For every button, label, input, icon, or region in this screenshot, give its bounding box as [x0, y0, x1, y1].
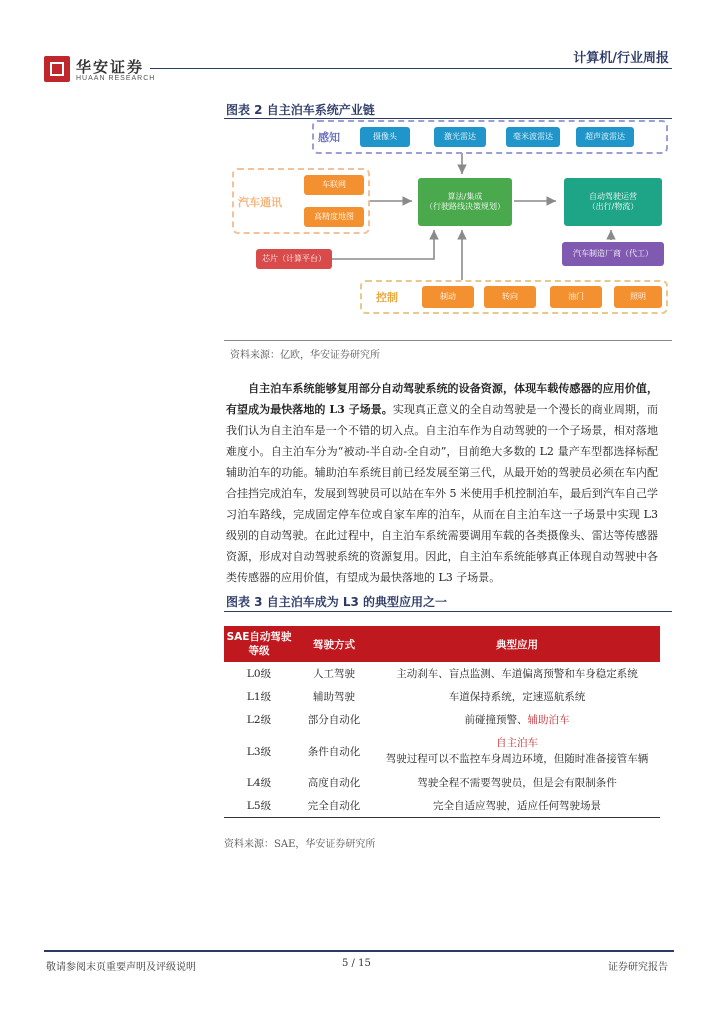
lidar-box: 激光雷达: [434, 127, 486, 147]
throttle-box: 油门: [550, 286, 602, 308]
mmwave-radar-box: 毫米波雷达: [506, 127, 560, 147]
row-level: L3级: [246, 745, 272, 758]
steering-box: 转向: [484, 286, 536, 308]
ultrasonic-radar-box: 超声波雷达: [576, 127, 634, 147]
row-application: 主动刹车、盲点监测、车道偏离预警和车身稳定系统: [396, 668, 638, 680]
figure3-title: 图表 3 自主泊车成为 L3 的典型应用之一: [226, 595, 448, 609]
table-row: [224, 708, 660, 731]
brake-box: 制动: [422, 286, 474, 308]
table-row: [224, 731, 660, 771]
logo-text-cn: 华安证券: [76, 58, 145, 76]
row-application: 驾驶全程不需要驾驶员，但是会有限制条件: [417, 777, 617, 789]
figure2-bottom-rule: [224, 340, 672, 341]
table-row: [224, 662, 660, 685]
footer-report-type: 证券研究报告: [608, 962, 668, 973]
camera-box: 摄像头: [360, 127, 410, 147]
header-divider: [150, 68, 672, 69]
figure3-top-rule: [224, 611, 672, 612]
table-row: [224, 685, 660, 708]
row-level: L1级: [246, 691, 272, 703]
figure2-source: 资料来源：亿欧，华安证券研究所: [230, 350, 380, 361]
paragraph-lead-bold: 自主泊车系统能够复用部分自动驾驶系统的设备资源，体现车载传感器的应用价值，有望成为最快落地的 L3 子场景。: [226, 382, 658, 416]
header-driving-mode: 驾驶方式: [294, 626, 374, 662]
row-application: [374, 708, 660, 731]
page-number: 5 / 15: [342, 958, 371, 969]
figure3-source: 资料来源：SAE，华安证券研究所: [224, 839, 376, 850]
row-level: L2级: [246, 714, 272, 726]
algorithm-line2: （行驶路线决策规划）: [425, 202, 505, 211]
oem-box: 汽车制造厂商（代工）: [562, 242, 664, 266]
perception-label: 感知: [318, 131, 340, 144]
app-desc: 驾驶过程可以不监控车身周边环境，但随时准备接管车辆: [385, 753, 649, 765]
table-header-row: [224, 626, 660, 662]
row-mode: 人工驾驶: [313, 668, 355, 680]
control-label: 控制: [376, 291, 398, 304]
lighting-box: 照明: [614, 286, 662, 308]
algorithm-box: [418, 178, 512, 226]
row-mode: 完全自动化: [294, 794, 374, 818]
row-application: [374, 731, 660, 771]
figure2-title: 图表 2 自主泊车系统产业链: [226, 103, 375, 117]
paragraph-body: 实现真正意义的全自动驾驶是一个漫长的商业周期，而我们认为自主泊车是一个不错的切入点。自主泊车作为自动驾驶的一个子场景，相对落地难度小。自主泊车分为“被动-半自动-全自动”，目前绝大多数的 L2 量产车型都选择标配辅助泊车的功能。辅助泊车系统目前已经发展至第三代，从最开始的驾驶员必须在车内配合挂挡完成泊车，发展到驾驶员可以站在车外 5 米使用手机控制泊车，最后到汽车自己学习泊车路线，完成固定停车位或自家车库的泊车，从而在自主泊车这一子场景中实现 L3 级别的自动驾驶。在此过程中，自主泊车系统需要调用车载的各类摄像头、雷达等传感器资源，形成对自动驾驶系统的资源复用。因此，自主泊车系统能够真正体现自动驾驶中各类传感器的应用价值，有望成为最快落地的 L3 子场景。: [226, 403, 659, 584]
table-row: [224, 771, 660, 794]
app-part-a: 前碰撞预警、: [464, 714, 528, 726]
body-paragraph: [226, 378, 658, 588]
footer-disclaimer: 敬请参阅末页重要声明及评级说明: [46, 962, 196, 973]
v2x-box: 车联网: [304, 175, 364, 195]
table-row: [224, 794, 660, 818]
operations-line1: 自动驾驶运营: [589, 191, 637, 201]
row-level: L5级: [224, 794, 294, 818]
app-highlight: 辅助泊车: [527, 714, 570, 726]
row-application: 车道保持系统，定速巡航系统: [448, 691, 586, 703]
footer-divider: [44, 950, 674, 952]
header-sae-level: SAE自动驾驶等级: [224, 626, 294, 662]
row-level: L0级: [246, 668, 272, 680]
logo-mark: [44, 56, 70, 82]
row-mode: 条件自动化: [307, 745, 361, 758]
sae-level-table: [224, 626, 660, 818]
row-mode: 部分自动化: [307, 714, 361, 726]
row-mode: 辅助驾驶: [313, 691, 355, 703]
algorithm-line1: 算法/集成: [447, 191, 483, 201]
hdmap-box: 高精度地图: [304, 207, 364, 227]
app-highlight: 自主泊车: [496, 737, 538, 749]
logo-text-en: HUAAN RESEARCH: [76, 75, 156, 82]
chip-box: 芯片（计算平台）: [256, 249, 332, 269]
row-application: 完全自适应驾驶，适应任何驾驶场景: [374, 794, 660, 818]
row-level: L4级: [246, 777, 272, 789]
header-typical-application: 典型应用: [374, 626, 660, 662]
report-category: 计算机/行业周报: [573, 51, 669, 66]
operations-line2: （出行/物流）: [587, 202, 639, 211]
industry-chain-diagram: [224, 118, 672, 328]
row-mode: 高度自动化: [307, 777, 361, 789]
operations-box: [564, 178, 662, 226]
comm-label: 汽车通讯: [238, 196, 282, 209]
